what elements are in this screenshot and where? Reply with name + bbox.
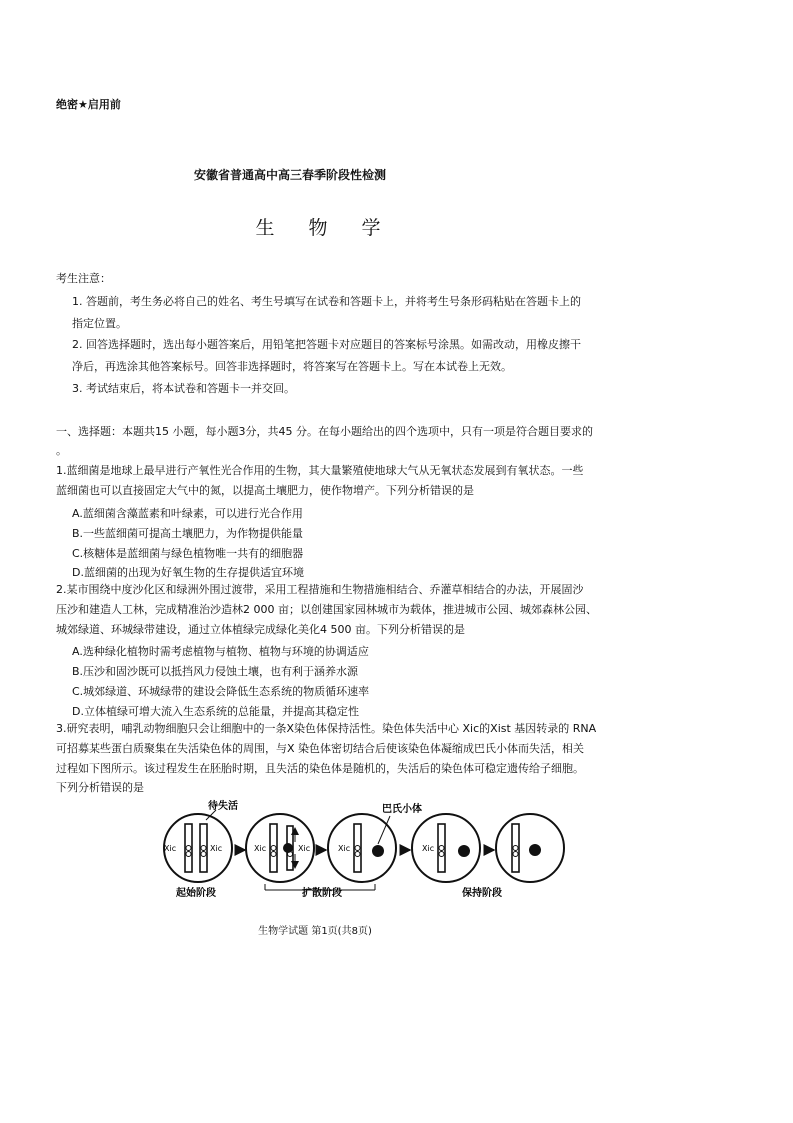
label-to-be-inactivated: 待失活: [208, 801, 238, 812]
stage-spread-label: 扩散阶段: [302, 888, 342, 899]
q1-stem: 蓝细菌也可以直接固定大气中的氮，以提高土壤肥力，使作物增产。下列分析错误的是: [56, 484, 474, 497]
subject-title: 生 物 学: [255, 217, 395, 239]
q1-stem: 1.蓝细菌是地球上最早进行产氧性光合作用的生物，其大量繁殖使地球大气从无氧状态发展到有氧状态。一些: [56, 464, 584, 477]
section-heading: 一、选择题：本题共15 小题，每小题3分，共45 分。在每小题给出的四个选项中，只有一项是符合题目要求的: [56, 425, 593, 438]
q2-option-a: A.选种绿化植物时需考虑植物与植物、植物与环境的协调适应: [72, 645, 369, 658]
cell-start: [164, 814, 232, 882]
barr-body: [372, 845, 384, 857]
xic-label: Xic: [164, 844, 177, 853]
q3-stem: 3.研究表明，哺乳动物细胞只会让细胞中的一条X染色体保持活性。染色体失活中心 Xic的Xist 基因转录的 RNA: [56, 722, 597, 735]
notice-item: 指定位置。: [72, 317, 127, 330]
notice-item: 1. 答题前，考生务必将自己的姓名、考生号填写在试卷和答题卡上，并将考生号条形码粘贴在答题卡上的: [72, 295, 581, 308]
q2-option-c: C.城郊绿道、环城绿带的建设会降低生态系统的物质循环速率: [72, 685, 370, 698]
xic-label: Xic: [210, 844, 223, 853]
xic-label: Xic: [298, 844, 311, 853]
confidential-mark: 绝密★启用前: [56, 98, 121, 111]
q1-option-a: A.蓝细菌含藻蓝素和叶绿素，可以进行光合作用: [72, 507, 303, 520]
xic-label: Xic: [422, 844, 435, 853]
q2-stem: 压沙和建造人工林，完成精准治沙造林2 000 亩；以创建国家园林城市为载体，推进城市公园、城郊森林公园、: [56, 603, 597, 616]
x-inactivation-figure: [150, 798, 570, 903]
exam-title: 安徽省普通高中高三春季阶段性检测: [193, 168, 386, 182]
notice-item: 2. 回答选择题时，选出每小题答案后，用铅笔把答题卡对应题目的答案标号涂黑。如需改动，用橡皮擦干: [72, 338, 581, 351]
q2-option-d: D.立体植绿可增大流入生态系统的总能量，并提高其稳定性: [72, 705, 359, 718]
stage-start-label: 起始阶段: [176, 888, 216, 899]
page-footer: 生物学试题 第1页(共8页): [258, 926, 372, 937]
cell-keep-1: [412, 814, 480, 882]
q2-option-b: B.压沙和固沙既可以抵挡风力侵蚀土壤，也有利于涵养水源: [72, 665, 359, 678]
q1-option-c: C.核糖体是蓝细菌与绿色植物唯一共有的细胞器: [72, 547, 304, 560]
notice-label: 考生注意：: [56, 272, 111, 285]
q2-stem: 城郊绿道、环城绿带建设，通过立体植绿完成绿化美化4 500 亩。下列分析错误的是: [56, 623, 465, 636]
q1-option-b: B.一些蓝细菌可提高土壤肥力，为作物提供能量: [72, 527, 304, 540]
q3-stem: 过程如下图所示。该过程发生在胚胎时期，且失活的染色体是随机的，失活后的染色体可稳定遗传给子细胞。: [56, 762, 584, 775]
cell-spread-1: [246, 814, 314, 882]
q3-stem: 可招募某些蛋白质聚集在失活染色体的周围，与X 染色体密切结合后使该染色体凝缩成巴氏小体而失活，相关: [56, 742, 585, 755]
cell-keep-2: [496, 814, 564, 882]
section-heading-end: 。: [56, 444, 67, 457]
label-barr-body: 巴氏小体: [382, 804, 422, 815]
xic-label: Xic: [338, 844, 351, 853]
notice-item: 3. 考试结束后，将本试卷和答题卡一并交回。: [72, 382, 295, 395]
notice-item: 净后，再选涂其他答案标号。回答非选择题时，将答案写在答题卡上。写在本试卷上无效。: [72, 360, 512, 373]
q1-option-d: D.蓝细菌的出现为好氧生物的生存提供适宜环境: [72, 566, 304, 579]
cell-spread-2: [328, 814, 396, 882]
q3-stem: 下列分析错误的是: [56, 781, 144, 794]
stage-keep-label: 保持阶段: [462, 888, 502, 899]
q2-stem: 2.某市围绕中度沙化区和绿洲外围过渡带，采用工程措施和生物措施相结合、乔灌草相结合的办法，开展固沙: [56, 583, 584, 596]
xic-label: Xic: [254, 844, 267, 853]
